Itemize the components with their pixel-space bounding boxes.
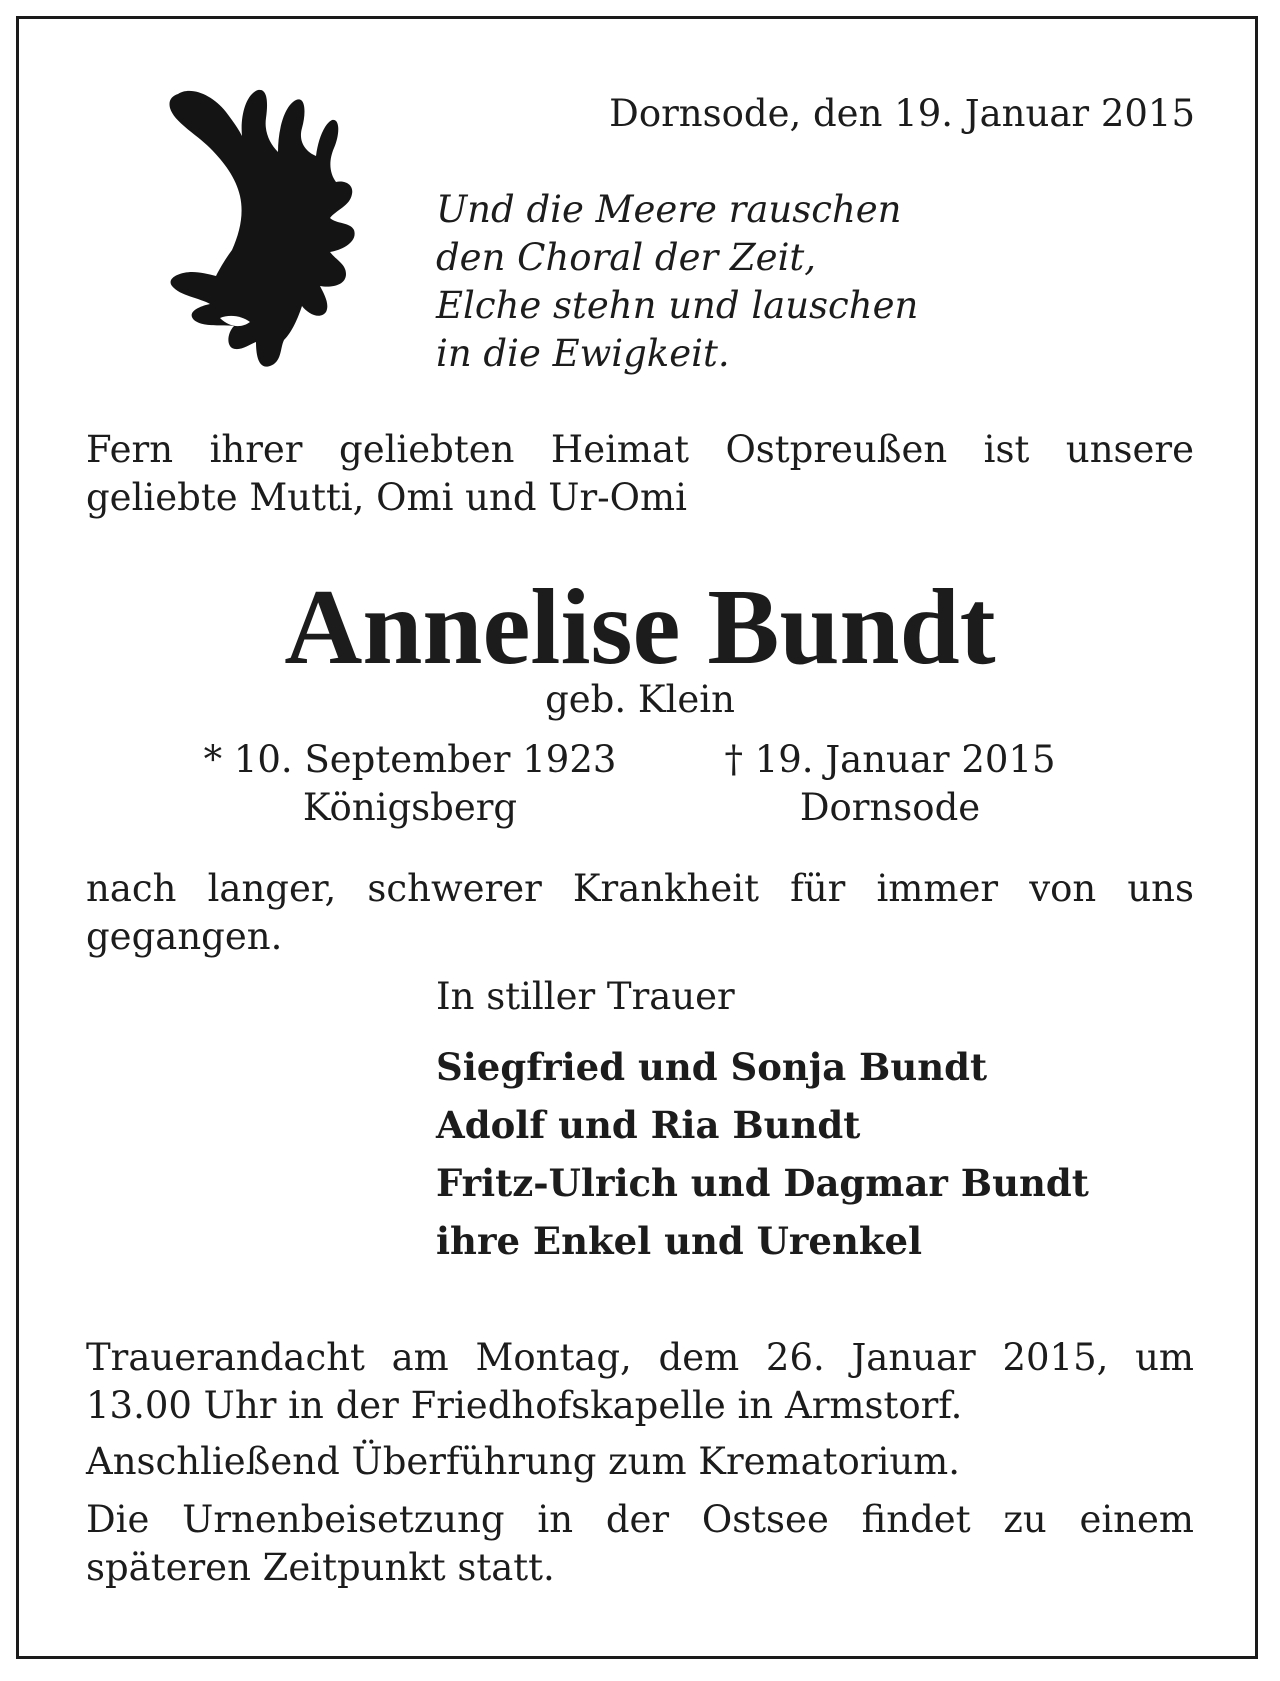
deceased-name: Annelise Bundt — [284, 568, 996, 687]
burial-line: späteren Zeitpunkt statt. — [86, 1546, 555, 1589]
mourner-name: Adolf und Ria Bundt — [436, 1103, 861, 1147]
closing-line: nach langer, schwerer Krankheit für immer von uns — [86, 867, 1194, 910]
mourner-name: ihre Enkel und Urenkel — [436, 1219, 923, 1263]
mourning-heading: In stiller Trauer — [436, 975, 735, 1018]
poem-line: Und die Meere rauschen — [436, 188, 902, 231]
death-info — [690, 736, 1090, 832]
mourners-list — [436, 1038, 1089, 1270]
birth-date: * 10. September 1923 — [203, 738, 617, 781]
closing-line: gegangen. — [86, 915, 283, 958]
poem-line: den Choral der Zeit, — [436, 236, 817, 279]
mourner-name: Siegfried und Sonja Bundt — [436, 1045, 988, 1089]
mourner-name: Fritz-Ulrich und Dagmar Bundt — [436, 1161, 1089, 1205]
service-line: Trauerandacht am Montag, dem 26. Januar 2015, um — [86, 1336, 1194, 1379]
poem — [436, 186, 918, 378]
burial-line: Die Urnenbeisetzung in der Ostsee findet zu einem — [86, 1498, 1194, 1541]
born-name: geb. Klein — [545, 678, 735, 721]
intro-line: Fern ihrer geliebten Heimat Ostpreußen ist unsere — [86, 428, 1194, 471]
birth-info — [180, 736, 640, 832]
intro-line: geliebte Mutti, Omi und Ur-Omi — [86, 476, 687, 519]
elk-antler-icon — [160, 82, 360, 382]
poem-line: in die Ewigkeit. — [436, 332, 730, 375]
burial-notice — [86, 1496, 1194, 1592]
service-line: 13.00 Uhr in der Friedhofskapelle in Armstorf. — [86, 1384, 963, 1427]
intro-paragraph — [86, 426, 1194, 522]
closing-paragraph — [86, 865, 1194, 961]
birth-place: Königsberg — [302, 786, 518, 829]
transfer-notice: Anschließend Überführung zum Krematorium. — [86, 1440, 961, 1483]
place-date: Dornsode, den 19. Januar 2015 — [609, 92, 1195, 135]
service-notice — [86, 1334, 1194, 1430]
death-date: † 19. Januar 2015 — [724, 738, 1056, 781]
poem-line: Elche stehn und lauschen — [436, 284, 919, 327]
death-place: Dornsode — [799, 786, 981, 829]
